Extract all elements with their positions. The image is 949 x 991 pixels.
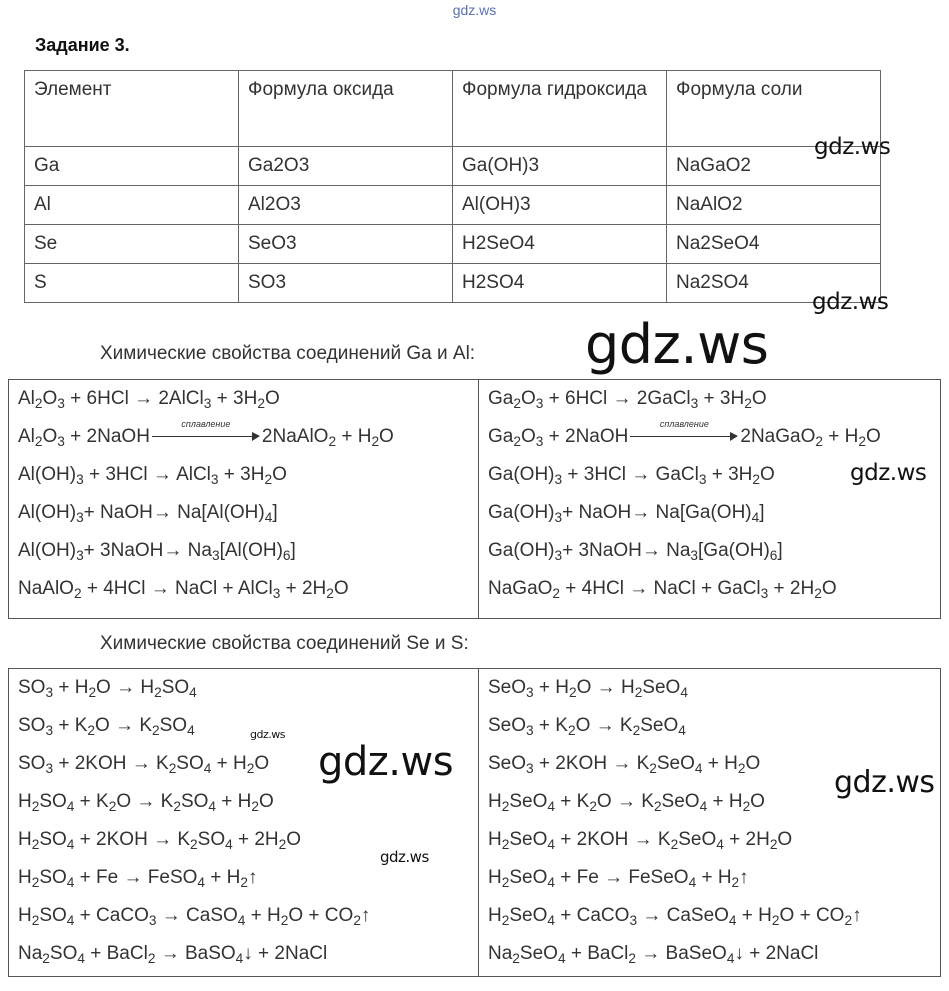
equation: $Ga(OH)_3 + 3HCl$ → GaCl$_3$ + $3H_2O$	[488, 464, 775, 488]
watermark: gdz.ws	[380, 848, 429, 866]
equation: $SeO_3 + 2KOH \to K_2SeO_4 + H_2O$	[488, 753, 761, 777]
equation: NaAlO$_2$ + 4HCl → NaCl + AlCl$_3$ + $2H_2O$	[18, 578, 349, 602]
equation: $H_2SO_4 + Fe$ → FeSO$_4$ + $H_2↑$	[18, 867, 258, 891]
equations-se	[479, 669, 940, 976]
equation: $SeO_3 + K_2O \to K_2SeO_4$	[488, 715, 686, 739]
arrow-icon	[630, 418, 738, 442]
watermark: gdz.ws	[585, 313, 769, 376]
table-cell: Ga(OH)3	[453, 147, 667, 186]
table-cell: Ga	[25, 147, 239, 186]
equation: $Na_2SeO_4$ + BaCl$_2$ → BaSeO$_4$↓ + 2NaCl	[488, 943, 819, 967]
watermark: gdz.ws	[814, 134, 891, 160]
section-title-ga-al: Химические свойства соединений Ga и Al:	[100, 343, 476, 364]
arrow-label: сплавление	[659, 418, 709, 429]
arrow-icon	[152, 418, 260, 442]
header-cell: Элемент	[25, 71, 239, 147]
elements-table	[24, 70, 881, 303]
equation: $H_2SeO_4 + 2KOH \to K_2SeO_4 + 2H_2O$	[488, 829, 793, 853]
header-cell: Формула оксида	[239, 71, 453, 147]
equation: $Al_2O_3 + 6HCl$ → 2AlCl$_3$ + $3H_2O$	[18, 388, 280, 412]
equation: $H_2SeO_4 + K_2O \to K_2SeO_4 + H_2O$	[488, 791, 765, 815]
equation: $SO_3 + H_2O \to H_2SO_4$	[18, 677, 197, 701]
equation: $Ga(OH)_3+$ 3NaOH→ $Na_3[Ga(OH)_6]$	[488, 540, 783, 564]
watermark: gdz.ws	[318, 739, 454, 785]
table-cell: SeO3	[239, 225, 453, 264]
equation: $Al_2O_3$ + 2NaOH сплавление 2NaAlO$_2$ + $H_2O$	[18, 418, 394, 450]
equation: $Al(OH)_3+$ NaOH→ $Na[Al(OH)_4]$	[18, 502, 278, 526]
equations-box-ga-al	[8, 379, 941, 619]
equations-ga	[479, 380, 940, 618]
section-title-se-s: Химические свойства соединений Se и S:	[100, 633, 469, 654]
table-cell: Al(OH)3	[453, 186, 667, 225]
equation: $Al(OH)_3+$ 3NaOH→ $Na_3[Al(OH)_6]$	[18, 540, 296, 564]
table-cell: Na2SO4	[667, 264, 881, 303]
table-cell: S	[25, 264, 239, 303]
table-cell: H2SeO4	[453, 225, 667, 264]
equation: $Ga(OH)_3+$ NaOH→ $Na[Ga(OH)_4]$	[488, 502, 765, 526]
equation: $H_2SeO_4 + Fe$ → FeSeO$_4$ + $H_2↑$	[488, 867, 749, 891]
table-cell: NaGaO2	[667, 147, 881, 186]
table-cell: Al	[25, 186, 239, 225]
equation: $H_2SO_4 + 2KOH \to K_2SO_4 + 2H_2O$	[18, 829, 302, 853]
equation: $SO_3 + 2KOH \to K_2SO_4 + H_2O$	[18, 753, 270, 777]
equation: $H_2SO_4$ + CaCO$_3$ → CaSO$_4$ + $H_2O$ + $CO_2↑$	[18, 905, 371, 929]
equation: $Na_2SO_4$ + BaCl$_2$ → BaSO$_4$↓ + 2NaCl	[18, 943, 328, 967]
table-row	[25, 225, 881, 264]
table-cell: SO3	[239, 264, 453, 303]
equation: $Ga_2O_3 + 6HCl$ → 2GaCl$_3$ + $3H_2O$	[488, 388, 767, 412]
table-cell: Na2SeO4	[667, 225, 881, 264]
equations-s	[9, 669, 479, 976]
table-cell: Al2O3	[239, 186, 453, 225]
watermark: gdz.ws	[850, 460, 927, 486]
top-watermark-link[interactable]: gdz.ws	[452, 2, 497, 18]
watermark: gdz.ws	[812, 289, 889, 315]
header-cell: Формула соли	[667, 71, 881, 147]
task-title: Задание 3.	[35, 35, 130, 55]
arrow-label: сплавление	[181, 418, 231, 429]
table-cell: H2SO4	[453, 264, 667, 303]
table-cell: Ga2O3	[239, 147, 453, 186]
watermark: gdz.ws	[834, 765, 935, 800]
equation: $SeO_3 + H_2O \to H_2SeO_4$	[488, 677, 688, 701]
equation: $H_2SO_4 + K_2O \to K_2SO_4 + H_2O$	[18, 791, 274, 815]
table-header-row	[25, 71, 881, 147]
equations-al	[9, 380, 479, 618]
table-row	[25, 147, 881, 186]
equation: $SO_3 + K_2O \to K_2SO_4$	[18, 715, 195, 739]
equations-box-se-s	[8, 668, 941, 977]
table-row	[25, 186, 881, 225]
equation: $H_2SeO_4$ + CaCO$_3$ → CaSeO$_4$ + $H_2O$ + $CO_2↑$	[488, 905, 862, 929]
table-row	[25, 264, 881, 303]
table-cell: Se	[25, 225, 239, 264]
header-cell: Формула гидроксида	[453, 71, 667, 147]
table-cell: NaAlO2	[667, 186, 881, 225]
equation: $Al(OH)_3 + 3HCl$ → AlCl$_3$ + $3H_2O$	[18, 464, 287, 488]
watermark: gdz.ws	[250, 728, 285, 741]
equation: NaGaO$_2$ + 4HCl → NaCl + GaCl$_3$ + $2H_2O$	[488, 578, 837, 602]
equation: $Ga_2O_3$ + 2NaOH сплавление 2NaGaO$_2$ + $H_2O$	[488, 418, 881, 450]
